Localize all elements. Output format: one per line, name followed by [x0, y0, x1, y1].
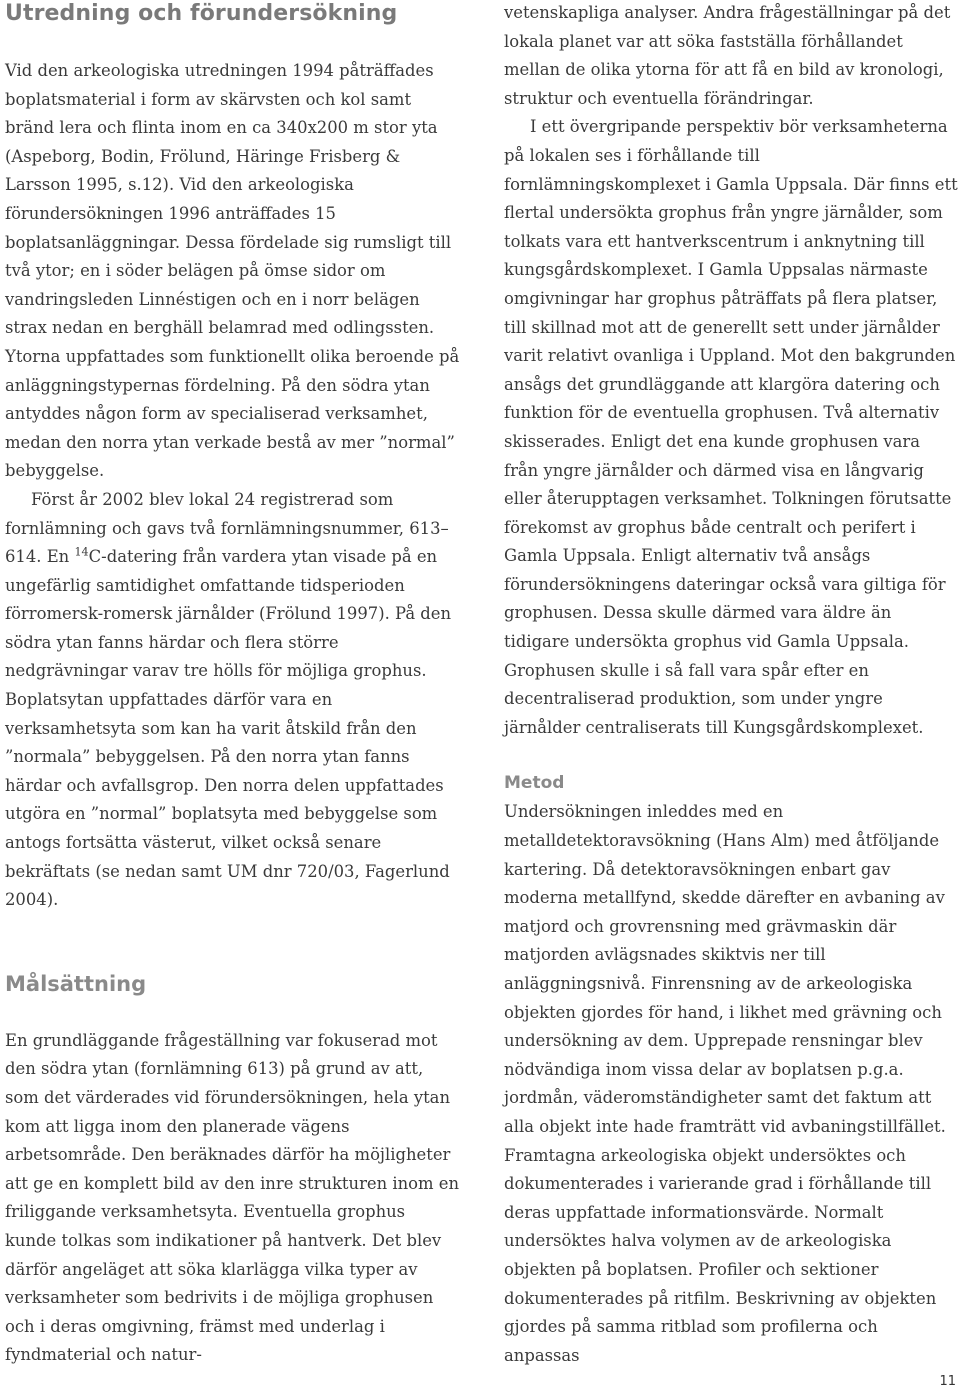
paragraph-utredning-2 [5, 486, 460, 915]
paragraph-utredning-1: Vid den arkeologiska utredningen 1994 påträffades boplatsmaterial i form av skärvsten och kol samt bränd lera och flinta inom en ca 340x200 m stor yta (Aspeborg, Bodin, Frölund, Häringe Frisberg & Larsson 1995, s.12). Vid den arkeologiska förundersökningen 1996 anträffades 15 boplatsanläggningar. Dessa fördelade sig rumsligt till två ytor; en i söder belägen på ömse sidor om vandringsleden Linnéstigen och en i norr belägen strax nedan en berghäll belamrad med odlingssten. Ytorna uppfattades som funktionellt olika beroende på anläggningstypernas fördelning. På den södra ytan antyddes någon form av specialiserad verksamhet, medan den norra ytan verkade bestå av mer ”normal” bebyggelse. [5, 61, 460, 481]
paragraph-text: C-datering från vardera ytan visade på en ungefärlig samtidighet omfattande tidsperioden förromersk-romersk järnålder (Frölund 1997). På den södra ytan fanns härdar och flera större nedgrävningar varav tre hölls för möjliga grophus. Boplatsytan uppfattades därför vara en verksamhetsyta som kan ha varit åtskild från den ”normala” bebyggelsen. På den norra ytan fanns härdar och avfallsgrop. Den norra delen uppfattades utgöra en ”normal” boplatsyta med bebyggelse som antogs fortsätta västerut, vilket också senare bekräftats (se nedan samt UM dnr 720/03, Fagerlund 2004). [5, 547, 452, 910]
left-column [5, 0, 460, 1370]
section-heading-malsattning: Målsättning [5, 971, 147, 996]
section-heading-utredning: Utredning och förundersökning [5, 1, 398, 26]
paragraph-right-1: vetenskapliga analyser. Andra frågeställningar på det lokala planet var att söka fastställa förhållandet mellan de olika ytorna för att få en bild av kronologi, struktur och eventuella förändringar. [504, 3, 951, 108]
paragraph-text: Först år 2002 blev lokal 24 registrerad som fornlämning och gavs två fornlämningsnummer, 613–614. En [5, 489, 449, 567]
paragraph-malsattning: En grundläggande frågeställning var fokuserad mot den södra ytan (fornlämning 613) på grund av att, som det värderades vid förundersökningen, hela ytan kom att ligga inom den planerade vägens arbetsområde. Den beräknades därför ha möjligheter att ge en komplett bild av den inre strukturen inom en friliggande verksamhetsyta. Eventuella grophus kunde tolkas som indikationer på hantverk. Det blev därför angeläget att söka klarlägga vilka typer av verksamheter som bedrivits i de möjliga grophusen och i deras omgivning, främst med underlag i fyndmaterial och natur- [5, 1030, 460, 1365]
page-number: 11 [939, 1374, 956, 1389]
isotope-superscript: 14 [74, 545, 89, 559]
paragraph-metod: Undersökningen inleddes med en metalldetektoravsökning (Hans Alm) med åtföljande kartering. Då detektoravsökningen enbart gav moderna metallfynd, skedde därefter en avbaning av matjord och grovrensning med grävmaskin där matjorden avlägsnades skiktvis ner till anläggningsnivå. Finrensning av de arkeologiska objekten gjordes för hand, i likhet med grävning och undersökning av dem. Upprepade rensningar blev nödvändiga inom vissa delar av boplatsen p.g.a. jordmån, väderomständigheter samt det faktum att alla objekt inte hade framträtt vid avbaningstillfället. Framtagna arkeologiska objekt undersöktes och dokumenterades i varierande grad i förhållande till deras uppfattade informationsvärde. Normalt undersöktes halva volymen av de arkeologiska objekten på boplatsen. Profiler och sektioner dokumenterades på ritfilm. Beskrivning av objekten gjordes på samma ritblad som profilerna och anpassas [504, 802, 946, 1365]
right-column [504, 0, 958, 1370]
section-heading-metod: Metod [504, 773, 565, 794]
paragraph-right-2: I ett övergripande perspektiv bör verksamheterna på lokalen ses i förhållande till fornlämningskomplexet i Gamla Uppsala. Där finns ett flertal undersökta grophus från yngre järnålder, som tolkats vara ett hantverkscentrum i anknytning till kungsgårdskomplexet. I Gamla Uppsalas närmaste omgivningar har grophus påträffats på flera platser, till skillnad mot att de generellt sett under järnålder varit relativt ovanliga i Uppland. Mot den bakgrunden ansågs det grundläggande att klargöra datering och funktion för de eventuella grophusen. Två alternativ skisserades. Enligt det ena kunde grophusen vara från yngre järnålder och därmed visa en långvarig eller återupptagen verksamhet. Tolkningen förutsatte förekomst av grophus både centralt och perifert i Gamla Uppsala. Enligt alternativ två ansågs förundersökningens dateringar också vara giltiga för grophusen. Dessa skulle därmed vara äldre än tidigare undersökta grophus vid Gamla Uppsala. Grophusen skulle i så fall vara spår efter en decentraliserad produktion, som under yngre järnålder centraliserats till Kungsgårdskomplexet. [504, 117, 958, 737]
